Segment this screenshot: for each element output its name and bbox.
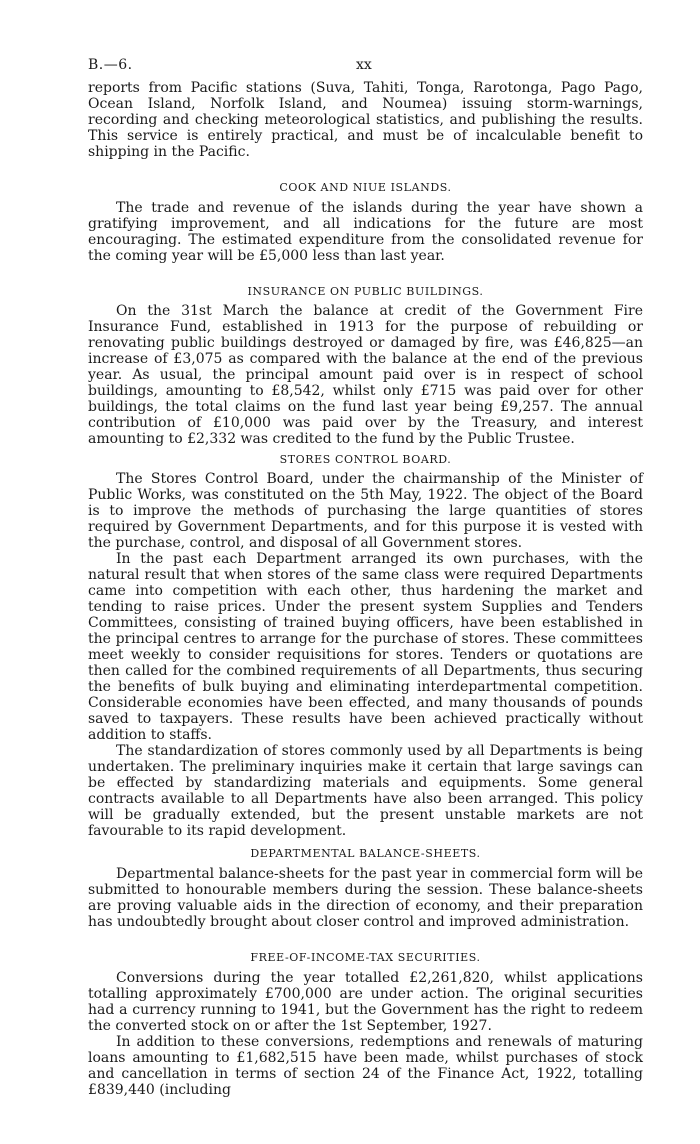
paragraph: The Stores Control Board, under the chairmanship of the Minister of Public Works, was constituted on the 5th May, 1922. The object of the Board is to improve the methods of purchasing the large quantities of stores required by Government Departments, and for this purpose it is vested with the purchase, control, and disposal of all Government stores. (88, 471, 643, 551)
document-body (88, 80, 643, 1098)
page-number: xx (356, 57, 372, 73)
section-heading-stores-control: STORES CONTROL BOARD. (279, 453, 452, 466)
paragraph: Departmental balance-sheets for the past year in commercial form will be submitted to honourable members during the session. These balance-sheets are proving valuable aids in the direction of economy, and their preparation has undoubtedly brought about closer control and improved administration. (88, 866, 643, 930)
paragraph: The standardization of stores commonly used by all Departments is being undertaken. The preliminary inquiries make it certain that large savings can be effected by standardizing materials and equipments. Some general contracts available to all Departments have also been arranged. This policy will be gradually extended, but the present unstable markets are not favourable to its rapid development. (88, 743, 643, 839)
paragraph: In addition to these conversions, redemptions and renewals of maturing loans amounting to £1,682,515 have been made, whilst purchases of stock and cancellation in terms of section 24 of the Finance Act, 1922, totalling £839,440 (including (88, 1034, 643, 1098)
section-heading-insurance: INSURANCE ON PUBLIC BUILDINGS. (247, 285, 484, 298)
paragraph: On the 31st March the balance at credit of the Government Fire Insurance Fund, established in 1913 for the purpose of rebuilding or renovating public buildings destroyed or damaged by fire, was £46,825—an increase of £3,075 as compared with the balance at the end of the previous year. As usual, the principal amount paid over is in respect of school buildings, amounting to £8,542, whilst only £715 was paid over for other buildings, the total claims on the fund last year being £9,257. The annual contribution of £10,000 was paid over by the Treasury, and interest amounting to £2,332 was credited to the fund by the Public Trustee. (88, 303, 643, 447)
paragraph: reports from Pacific stations (Suva, Tahiti, Tonga, Rarotonga, Pago Pago, Ocean Island, Norfolk Island, and Noumea) issuing storm-warnings, recording and checking meteorological statistics, and publishing the results. This service is entirely practical, and must be of incalculable benefit to shipping in the Pacific. (88, 80, 643, 160)
section-heading-cook-niue: COOK AND NIUE ISLANDS. (279, 181, 452, 194)
paragraph: Conversions during the year totalled £2,261,820, whilst applications totalling approximately £700,000 are under action. The original securities had a currency running to 1941, but the Government has the right to redeem the converted stock on or after the 1st September, 1927. (88, 970, 643, 1034)
page-reference: B.—6. (88, 57, 133, 73)
section-heading-balance-sheets: DEPARTMENTAL BALANCE-SHEETS. (250, 847, 481, 860)
paragraph: The trade and revenue of the islands during the year have shown a gratifying improvement, and all indications for the future are most encouraging. The estimated expenditure from the consolidated revenue for the coming year will be £5,000 less than last year. (88, 200, 643, 264)
paragraph: In the past each Department arranged its own purchases, with the natural result that when stores of the same class were required Departments came into competition with each other, thus hardening the market and tending to raise prices. Under the present system Supplies and Tenders Committees, consisting of trained buying officers, have been established in the principal centres to arrange for the purchase of stores. These committees meet weekly to consider requisitions for stores. Tenders or quotations are then called for the combined requirements of all Departments, thus securing the benefits of bulk buying and eliminating interdepartmental competition. Considerable economies have been effected, and many thousands of pounds saved to taxpayers. These results have been achieved practically without addition to staffs. (88, 551, 643, 743)
section-heading-securities: FREE-OF-INCOME-TAX SECURITIES. (250, 951, 481, 964)
